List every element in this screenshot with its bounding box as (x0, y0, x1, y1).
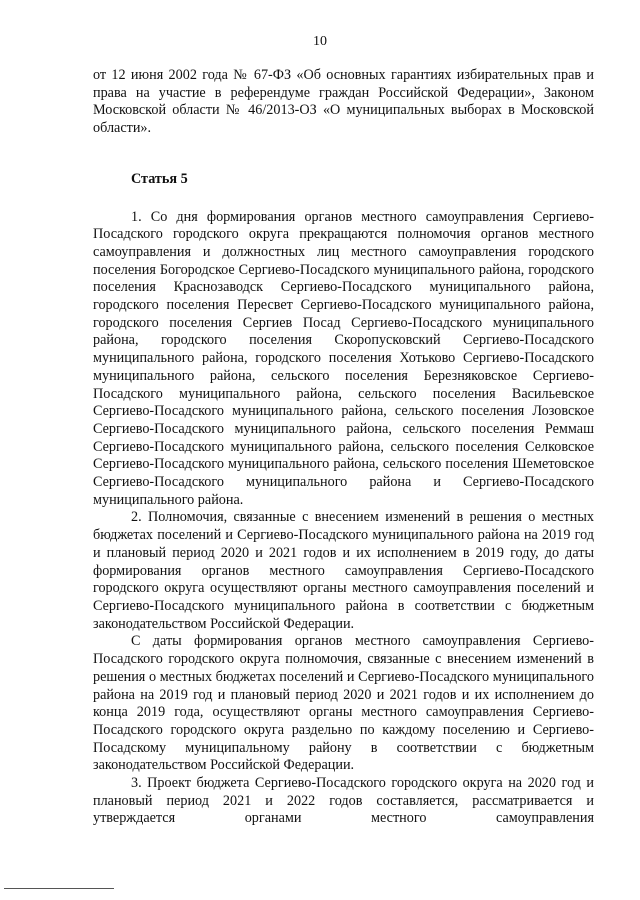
intro-paragraph: от 12 июня 2002 года № 67-ФЗ «Об основных гарантиях избирательных прав и права на участие в референдуме граждан Российской Федерации», Законом Московской области № 46/2013-ОЗ «О муниципальных выборах в Московской области». (93, 67, 594, 137)
paragraph-2: 2. Полномочия, связанные с внесением изменений в решения о местных бюджетах поселений и Сергиево-Посадского муниципального района на 2019 год и плановый период 2020 и 2021 годов и их исполнением в 2019 году, до даты формирования органов местного самоуправления Сергиево-Посадского городского округа осуществляют органы местного самоуправления поселений и Сергиево-Посадского муниципального района в соответствии с бюджетным законодательством Российской Федерации. (93, 509, 594, 632)
document-body (93, 67, 594, 828)
paragraph-1: 1. Со дня формирования органов местного самоуправления Сергиево-Посадского городского округа прекращаются полномочия органов местного самоуправления и должностных лиц местного самоуправления городского поселения Богородское Сергиево-Посадского муниципального района, городского поселения Краснозаводск Сергиево-Посадского муниципального района, городского поселения Пересвет Сергиево-Посадского муниципального района, городского поселения Сергиев Посад Сергиево-Посадского муниципального района, городского поселения Скоропусковский Сергиево-Посадского муниципального района, городского поселения Хотьково Сергиево-Посадского муниципального района, сельского поселения Березняковское Сергиево-Посадского муниципального района, сельского поселения Васильевское Сергиево-Посадского муниципального района, сельского поселения Лозовское Сергиево-Посадского муниципального района, сельского поселения Реммаш Сергиево-Посадского муниципального района, сельского поселения Селковское Сергиево-Посадского муниципального района, сельского поселения Шеметовское Сергиево-Посадского муниципального района и Сергиево-Посадского муниципального района. (93, 208, 594, 508)
footnote-separator (4, 888, 114, 889)
page-number: 10 (313, 34, 327, 49)
paragraph-2-continued: С даты формирования органов местного самоуправления Сергиево-Посадского городского округа полномочия, связанные с внесением изменений в решения о местных бюджетах поселений и Сергиево-Посадского муниципального района на 2019 год и плановый период 2020 и 2021 годов и их исполнением до конца 2019 года, осуществляют органы местного самоуправления Сергиево-Посадского городского округа раздельно по каждому поселению и Сергиево-Посадскому муниципальному району в соответствии с бюджетным законодательством Российской Федерации. (93, 633, 594, 774)
article-title: Статья 5 (131, 170, 188, 187)
paragraph-3: 3. Проект бюджета Сергиево-Посадского городского округа на 2020 год и плановый период 2021 и 2022 годов составляется, рассматривается и утверждается органами местного самоуправления (93, 775, 594, 827)
